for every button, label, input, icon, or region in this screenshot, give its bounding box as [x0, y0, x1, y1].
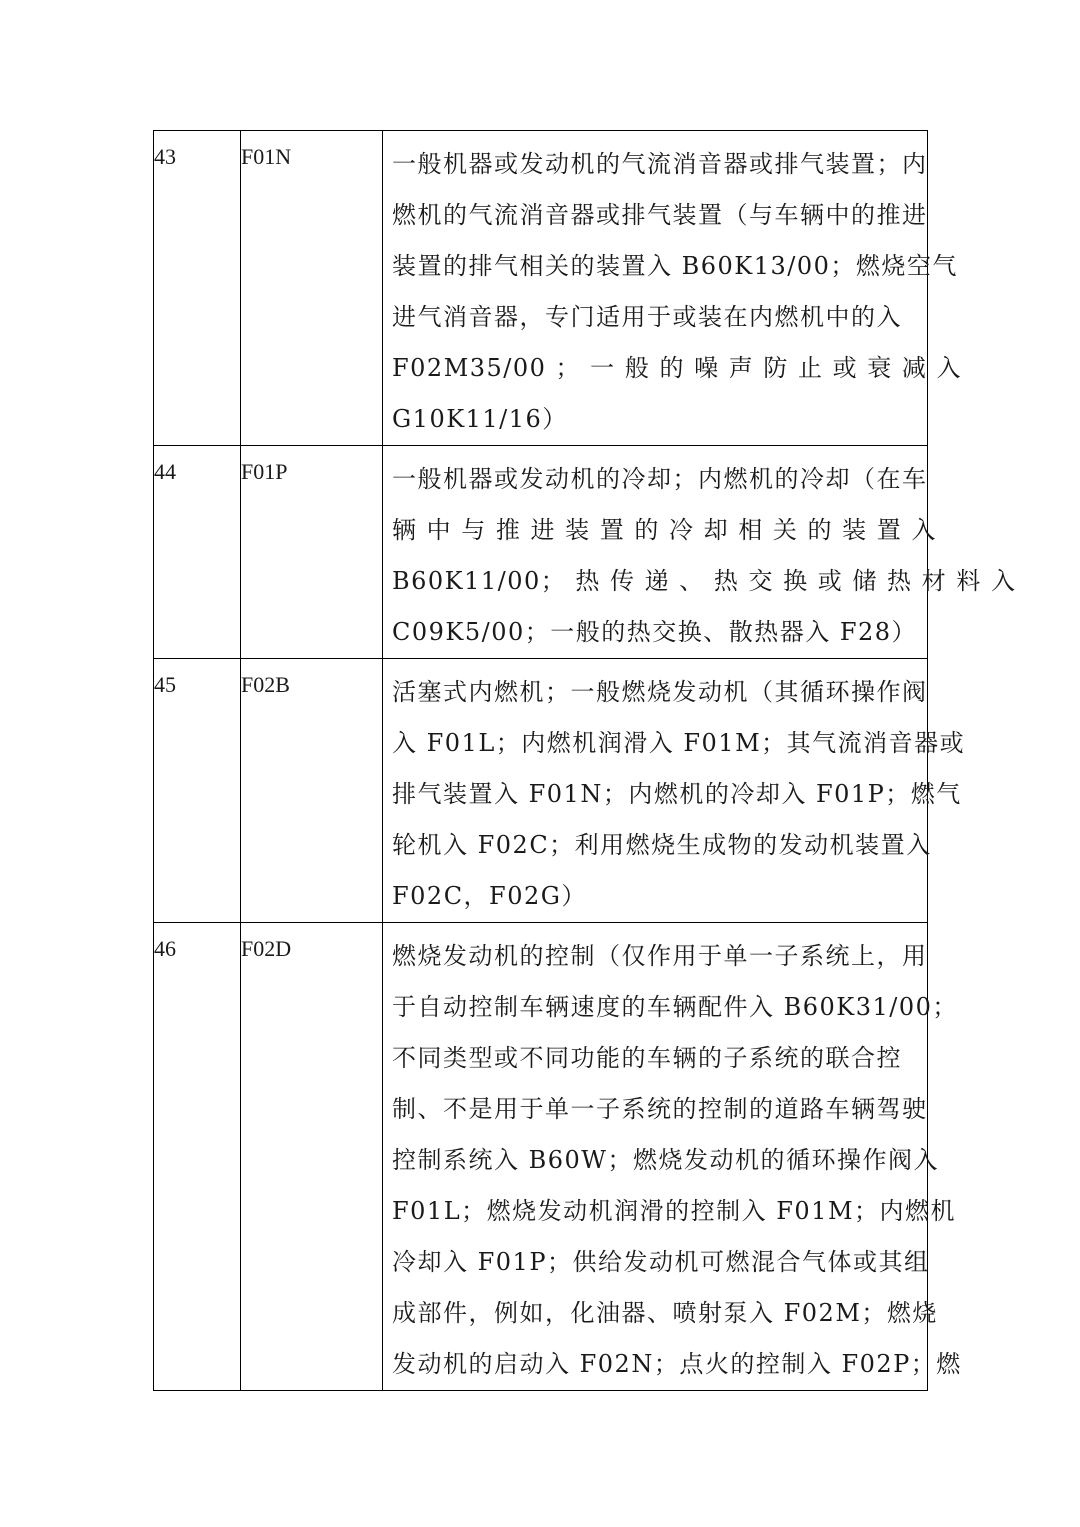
table-row [154, 923, 928, 1391]
class-description [383, 131, 962, 446]
table-row [154, 131, 928, 446]
description-line: F01L；燃烧发动机润滑的控制入 F01M；内燃机 [392, 1197, 957, 1225]
class-description [383, 659, 966, 923]
description-line: 排气装置入 F01N；内燃机的冷却入 F01P；燃气 [392, 780, 962, 808]
description-line: 一般机器或发动机的气流消音器或排气装置；内 [392, 150, 928, 178]
description-line: 制、不是用于单一子系统的控制的道路车辆驾驶 [392, 1095, 928, 1123]
description-line: F02C，F02G） [392, 882, 587, 910]
table-body [154, 131, 1017, 1391]
description-line: 辆 中 与 推 进 装 置 的 冷 却 相 关 的 装 置 入 [392, 516, 937, 544]
class-code: F01P [241, 446, 383, 659]
description-line: B60K11/00； 热 传 递 、 热 交 换 或 储 热 材 料 入 [392, 567, 1017, 595]
class-description [383, 446, 1017, 659]
description-line: G10K11/16） [392, 405, 568, 433]
description-line: 一般机器或发动机的冷却；内燃机的冷却（在车 [392, 465, 928, 493]
description-line: 发动机的启动入 F02N；点火的控制入 F02P；燃 [392, 1350, 962, 1378]
description-line: 成部件，例如，化油器、喷射泵入 F02M；燃烧 [392, 1299, 938, 1327]
description-line: 于自动控制车辆速度的车辆配件入 B60K31/00； [392, 993, 958, 1021]
class-code: F02D [241, 923, 383, 1391]
description-line: 入 F01L；内燃机润滑入 F01M；其气流消音器或 [392, 729, 966, 757]
description-line: 装置的排气相关的装置入 B60K13/00；燃烧空气 [392, 252, 958, 280]
description-line: 不同类型或不同功能的车辆的子系统的联合控 [392, 1044, 902, 1072]
description-line: 燃机的气流消音器或排气装置（与车辆中的推进 [392, 201, 928, 229]
row-number: 46 [154, 923, 241, 1391]
row-number: 44 [154, 446, 241, 659]
table-row [154, 446, 928, 659]
description-line: 燃烧发动机的控制（仅作用于单一子系统上，用 [392, 942, 928, 970]
class-description [383, 923, 962, 1391]
row-number: 43 [154, 131, 241, 446]
class-code: F01N [241, 131, 383, 446]
description-line: C09K5/00；一般的热交换、散热器入 F28） [392, 618, 918, 646]
classification-table [153, 130, 1017, 1391]
description-line: F02M35/00 ； 一 般 的 噪 声 防 止 或 衰 减 入 [392, 354, 962, 382]
description-line: 控制系统入 B60W；燃烧发动机的循环操作阀入 [392, 1146, 939, 1174]
table-row [154, 659, 928, 923]
class-code: F02B [241, 659, 383, 923]
description-line: 轮机入 F02C；利用燃烧生成物的发动机装置入 [392, 831, 932, 859]
description-line: 活塞式内燃机；一般燃烧发动机（其循环操作阀 [392, 678, 928, 706]
description-line: 进气消音器，专门适用于或装在内燃机中的入 [392, 303, 902, 331]
row-number: 45 [154, 659, 241, 923]
description-line: 冷却入 F01P；供给发动机可燃混合气体或其组 [392, 1248, 930, 1276]
